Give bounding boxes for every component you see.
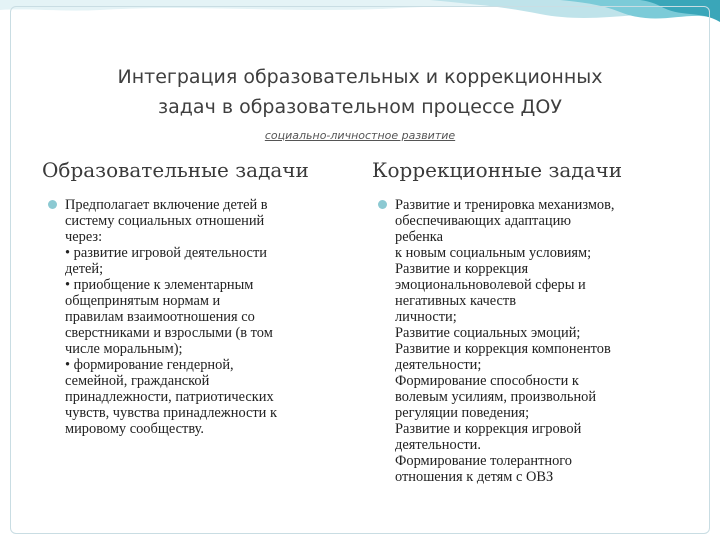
- text-line: • приобщение к элементарным: [65, 277, 254, 293]
- text-line: общепринятым нормам и: [65, 293, 221, 309]
- text-line: личности;: [395, 309, 457, 325]
- slide-subtitle: социально-личностное развитие: [264, 129, 456, 142]
- text-line: деятельности;: [395, 357, 482, 373]
- text-line: эмоциональноволевой сферы и: [395, 277, 586, 293]
- text-line: чувств, чувства принадлежности к: [65, 405, 277, 421]
- text-line: детей;: [65, 261, 104, 277]
- text-line: деятельности.: [395, 437, 481, 453]
- text-line: отношения к детям с ОВЗ: [395, 469, 554, 485]
- text-line: Развитие и тренировка механизмов,: [395, 197, 615, 213]
- bullet-icon: [48, 200, 57, 209]
- text-line: числе моральным);: [65, 341, 183, 357]
- text-line: систему социальных отношений: [65, 213, 265, 229]
- text-line: сверстниками и взрослыми (в том: [65, 325, 273, 341]
- text-line: Формирование способности к: [395, 373, 579, 389]
- text-line: регуляции поведения;: [395, 405, 530, 421]
- educational-tasks-list: [48, 197, 348, 437]
- text-line: Формирование толерантного: [395, 453, 573, 469]
- correctional-tasks-list: [378, 197, 688, 485]
- text-line: принадлежности, патриотических: [65, 389, 274, 405]
- text-line: ребенка: [395, 229, 443, 245]
- text-line: волевым усилиям, произвольной: [395, 389, 597, 405]
- text-line: Предполагает включение детей в: [65, 197, 268, 213]
- title-line-2: задач в образовательном процессе ДОУ: [158, 96, 562, 118]
- text-line: обеспечивающих адаптацию: [395, 213, 572, 229]
- title-line-1: Интеграция образовательных и коррекционных: [117, 66, 603, 88]
- text-line: к новым социальным условиям;: [395, 245, 592, 261]
- correctional-tasks-heading: Коррекционные задачи: [372, 158, 623, 182]
- text-line: Развитие и коррекция: [395, 261, 529, 277]
- educational-tasks-heading: Образовательные задачи: [42, 158, 309, 182]
- text-line: семейной, гражданской: [65, 373, 210, 389]
- text-line: • формирование гендерной,: [65, 357, 234, 373]
- text-line: Развитие социальных эмоций;: [395, 325, 581, 341]
- text-line: через:: [65, 229, 103, 245]
- text-line: мировому сообществу.: [65, 421, 204, 437]
- correctional-tasks-text: [395, 197, 688, 485]
- text-line: Развитие и коррекция игровой: [395, 421, 582, 437]
- educational-tasks-text: [65, 197, 348, 437]
- bullet-icon: [378, 200, 387, 209]
- text-line: правилам взаимоотношения со: [65, 309, 255, 325]
- text-line: • развитие игровой деятельности: [65, 245, 267, 261]
- text-line: Развитие и коррекция компонентов: [395, 341, 611, 357]
- text-line: негативных качеств: [395, 293, 516, 309]
- slide-title: [40, 62, 680, 122]
